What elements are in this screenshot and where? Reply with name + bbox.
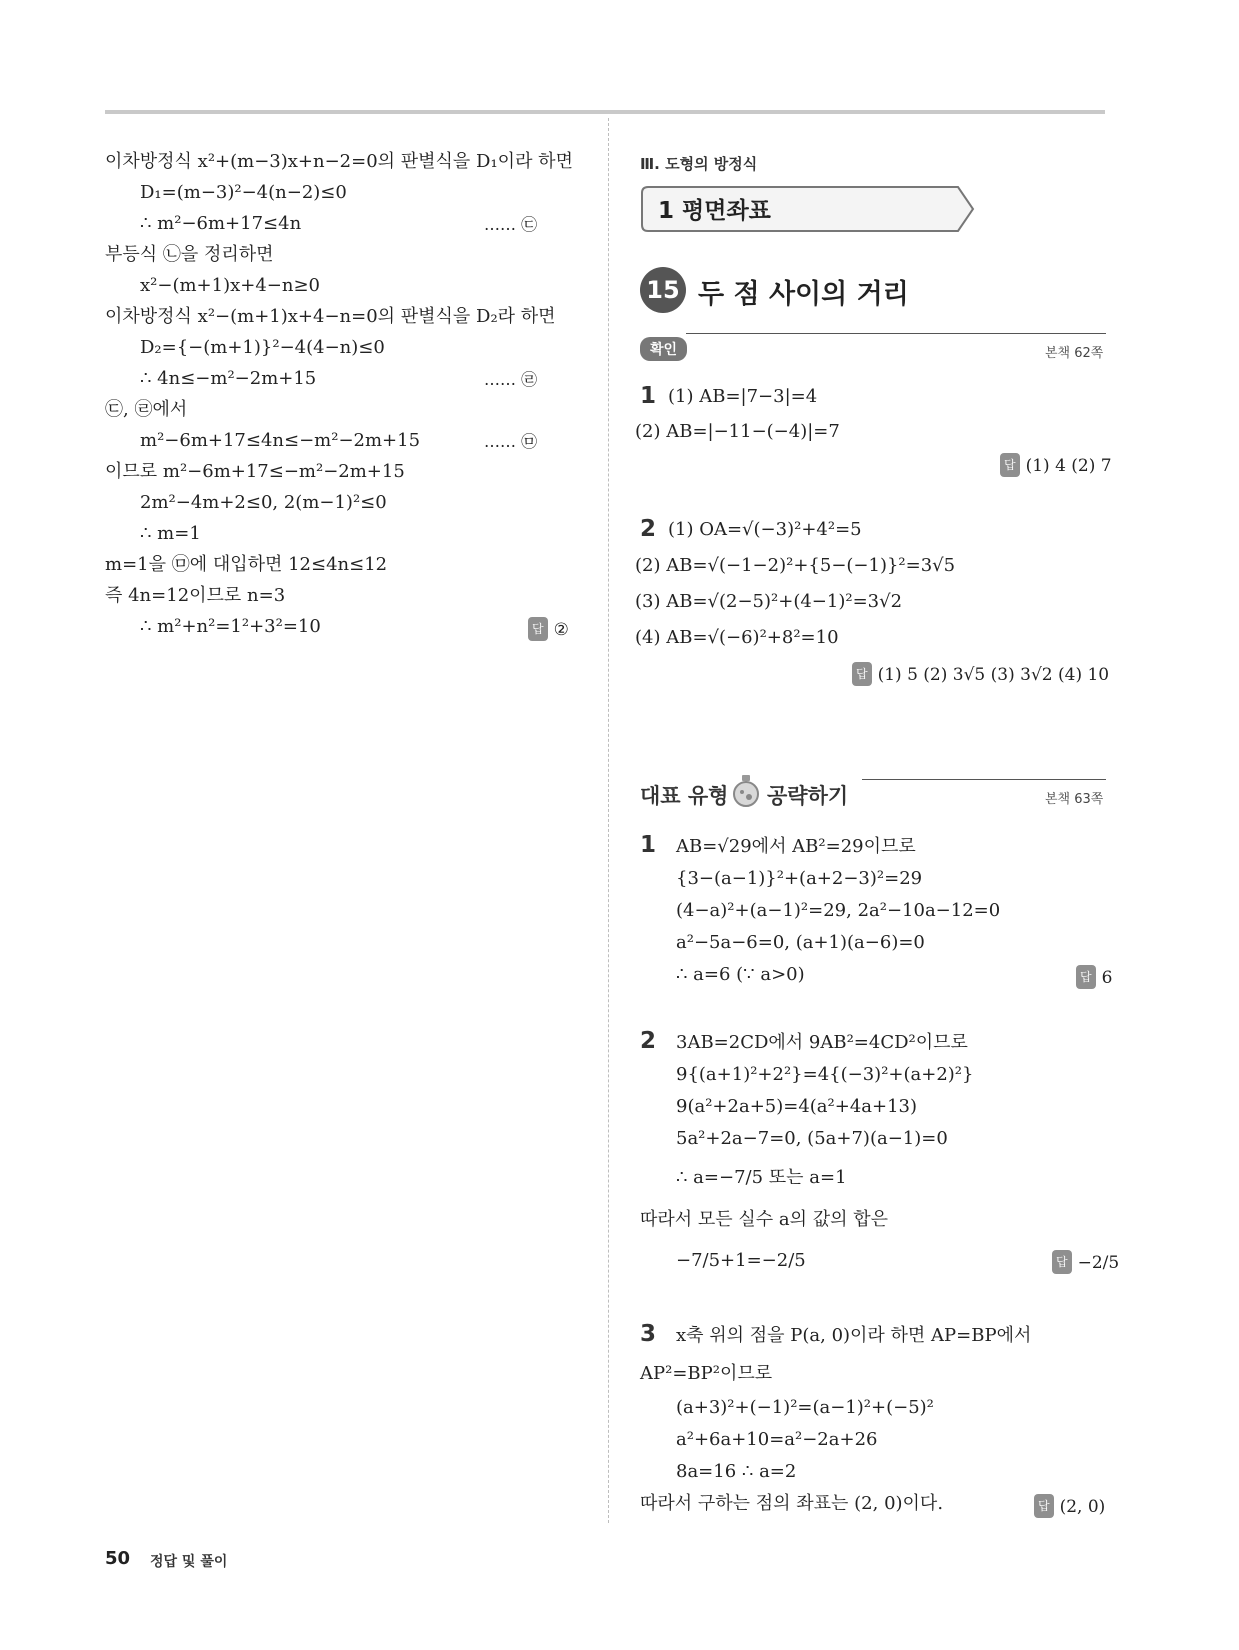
left-line-13: ∴ m=1 (140, 523, 201, 544)
r2-line-4: 5a²+2a−7=0, (5a+7)(a−1)=0 (676, 1128, 948, 1149)
left-line-8: ∴ 4n≤−m²−2m+15 (140, 368, 317, 389)
mark-e: …… ㉤ (484, 432, 538, 451)
rep-rule (862, 779, 1106, 780)
r3-line-6: 따라서 구하는 점의 좌표는 (2, 0)이다. (640, 1493, 944, 1514)
mark-c: …… ㉢ (484, 215, 538, 234)
r2-line-5: ∴ a=−7/5 또는 a=1 (676, 1167, 847, 1188)
rep-title-b: 공략하기 (767, 784, 849, 808)
chapter-title: Ⅲ. 도형의 방정식 (640, 155, 758, 173)
left-answer: 답 ② (528, 617, 569, 641)
left-line-16: ∴ m²+n²=1²+3²=10 (140, 616, 321, 637)
flask-icon (731, 774, 761, 808)
p2-line-3: (3) AB=√(2−5)²+(4−1)²=3√2 (635, 591, 903, 612)
r3-answer: 답 (2, 0) (1034, 1494, 1105, 1518)
left-line-9: ㉢, ㉣에서 (105, 399, 188, 420)
p2-line-2: (2) AB=√(−1−2)²+{5−(−1)}²=3√5 (635, 555, 956, 576)
p1-line-2: (2) AB=|−11−(−4)|=7 (635, 421, 840, 442)
r1-line-3: (4−a)²+(a−1)²=29, 2a²−10a−12=0 (676, 900, 1001, 921)
r2-line-2: 9{(a+1)²+2²}=4{(−3)²+(a+2)²} (676, 1064, 974, 1085)
r1-line-4: a²−5a−6=0, (a+1)(a−6)=0 (676, 932, 925, 953)
confirm-badge: 확인 (640, 337, 687, 361)
r3-line-4: a²+6a+10=a²−2a+26 (676, 1429, 878, 1450)
left-line-6: 이차방정식 x²−(m+1)x+4−n=0의 판별식을 D₂라 하면 (105, 306, 556, 327)
r1-answer: 답 6 (1076, 965, 1112, 989)
r1-line-2: {3−(a−1)}²+(a+2−3)²=29 (676, 868, 923, 889)
left-line-15: 즉 4n=12이므로 n=3 (105, 585, 286, 606)
confirm-page-ref: 본책 62쪽 (1045, 346, 1104, 361)
r3-line-5: 8a=16 ∴ a=2 (676, 1461, 797, 1482)
problem-2-number: 2 (640, 516, 657, 542)
rep-page-ref: 본책 63쪽 (1045, 792, 1104, 807)
answer-tag: 답 (852, 662, 872, 686)
left-line-11: 이므로 m²−6m+17≤−m²−2m+15 (105, 461, 405, 482)
p2-line-4: (4) AB=√(−6)²+8²=10 (635, 627, 839, 648)
left-line-1: 이차방정식 x²+(m−3)x+n−2=0의 판별식을 D₁이라 하면 (105, 151, 573, 172)
r1-line-5: ∴ a=6 (∵ a>0) (676, 964, 805, 985)
left-line-14: m=1을 ㉤에 대입하면 12≤4n≤12 (105, 554, 388, 575)
top-rule (105, 110, 1105, 114)
p2-line-1: (1) OA=√(−3)²+4²=5 (668, 519, 862, 540)
left-line-12: 2m²−4m+2≤0, 2(m−1)²≤0 (140, 492, 387, 513)
left-line-4: 부등식 ㉡을 정리하면 (105, 244, 274, 265)
answer-tag: 답 (1052, 1250, 1072, 1274)
left-line-5: x²−(m+1)x+4−n≥0 (140, 275, 320, 296)
left-line-10: m²−6m+17≤4n≤−m²−2m+15 (140, 430, 421, 451)
topic-number-badge: 15 (640, 267, 686, 313)
p2-answer: 답 (1) 5 (2) 3√5 (3) 3√2 (4) 10 (852, 662, 1109, 686)
answer-tag: 답 (1034, 1494, 1054, 1518)
r3-line-2: AP²=BP²이므로 (640, 1363, 773, 1384)
r2-answer: 답 −2/5 (1052, 1250, 1119, 1274)
r2-line-1: 3AB=2CD에서 9AB²=4CD²이므로 (676, 1032, 968, 1053)
r3-line-3: (a+3)²+(−1)²=(a−1)²+(−5)² (676, 1397, 934, 1418)
section-title: 1 평면좌표 (658, 198, 771, 224)
footer-label: 정답 및 풀이 (150, 1554, 228, 1570)
rep-1-number: 1 (640, 832, 657, 858)
left-line-2: D₁=(m−3)²−4(n−2)≤0 (140, 182, 347, 203)
rep-title-a: 대표 유형 (640, 784, 729, 808)
answer-tag: 답 (528, 617, 548, 641)
mark-d: …… ㉣ (484, 370, 538, 389)
left-line-7: D₂={−(m+1)}²−4(4−n)≤0 (140, 337, 385, 358)
rep-3-number: 3 (640, 1321, 657, 1347)
column-divider (608, 118, 609, 1523)
rep-2-number: 2 (640, 1028, 657, 1054)
answer-tag: 답 (1076, 965, 1096, 989)
topic-title: 두 점 사이의 거리 (698, 279, 909, 310)
r1-line-1: AB=√29에서 AB²=29이므로 (676, 836, 916, 857)
p1-answer: 답 (1) 4 (2) 7 (1000, 453, 1112, 477)
r3-line-1: x축 위의 점을 P(a, 0)이라 하면 AP=BP에서 (676, 1325, 1032, 1346)
r2-line-6: 따라서 모든 실수 a의 값의 합은 (640, 1209, 888, 1230)
page-number: 50 (105, 1548, 131, 1569)
confirm-rule (686, 333, 1106, 334)
r2-line-3: 9(a²+2a+5)=4(a²+4a+13) (676, 1096, 918, 1117)
p1-line-1: (1) AB=|7−3|=4 (668, 386, 818, 407)
left-line-3: ∴ m²−6m+17≤4n (140, 213, 302, 234)
answer-tag: 답 (1000, 453, 1020, 477)
r2-line-7: −7/5+1=−2/5 (676, 1250, 806, 1271)
problem-1-number: 1 (640, 383, 657, 409)
